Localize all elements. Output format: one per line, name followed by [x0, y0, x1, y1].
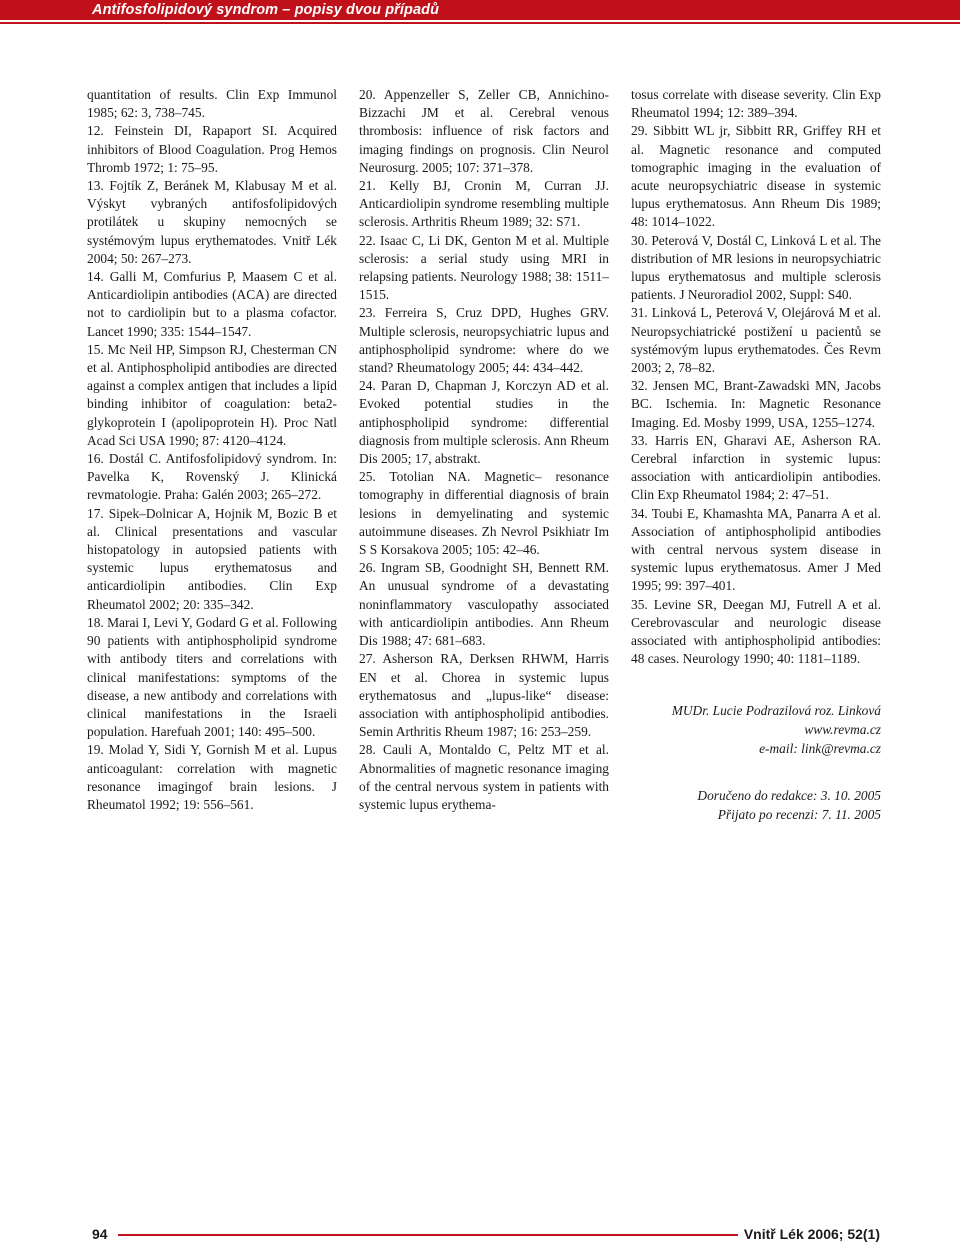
reference-item: 19. Molad Y, Sidi Y, Gornish M et al. Lupus anticoagulant: correlation with magnetic resonance imagingof brain lesions. J Rheumatol 1992; 19: 556–561. [87, 742, 337, 812]
manuscript-dates [631, 786, 881, 824]
page-number-box [0, 1220, 118, 1250]
references-column-2 [359, 86, 609, 814]
reference-item: 27. Asherson RA, Derksen RHWM, Harris EN et al. Chorea in systemic lupus erythematosus and „lupus-like“ disease: association with antiphospholipid antibodies. Semin Arthritis Rheum 1987; 16: 253–259. [359, 651, 609, 740]
reference-item: 26. Ingram SB, Goodnight SH, Bennett RM. An unusual syndrome of a devastating noninflammatory vasculopathy associated with anticardiolipin antibodies. Ann Rheum Dis 1988; 47: 681–683. [359, 560, 609, 649]
running-title: Antifosfolipidový syndrom – popisy dvou případů [92, 1, 443, 19]
reference-item: 14. Galli M, Comfurius P, Maasem C et al. Anticardiolipin antibodies (ACA) are directed not to cardiolipin but to a plasma cofactor. Lancet 1990; 335: 1544–1547. [87, 269, 337, 339]
reference-item: 17. Sipek–Dolnicar A, Hojnik M, Bozic B et al. Clinical presentations and vascular histopatology in autopsied patients with systemic lupus erythematosus and anticardiolipin antibodies. Clin Exp Rheumatol 2002; 20: 335–342. [87, 505, 337, 612]
reference-item: 34. Toubi E, Khamashta MA, Panarra A et al. Association of antiphospholipid antibodies with central nervous system disease in systemic lupus erythematosus. Amer J Med 1995; 99: 397–401. [631, 505, 881, 594]
reference-item: 21. Kelly BJ, Cronin M, Curran JJ. Anticardiolipin syndrome resembling multiple sclerosis. Arthritis Rheum 1989; 32: S71. [359, 178, 609, 230]
reference-item: 25. Totolian NA. Magnetic– resonance tomography in differential diagnosis of brain lesions in demyelinating and systemic autoimmune diseases. Zh Nevrol Psikhiatr Im S S Korsakova 2005; 105: 42–46. [359, 469, 609, 558]
reference-item: 31. Linková L, Peterová V, Olejárová M et al. Neuropsychiatrické postižení u pacientů se systémovým lupus erythematodes. Čes Revm 2003; 2, 78–82. [631, 305, 881, 376]
author-signature [631, 701, 881, 758]
page-footer [0, 1220, 960, 1252]
accepted-date: Přijato po recenzi: 7. 11. 2005 [717, 806, 881, 822]
reference-item: 24. Paran D, Chapman J, Korczyn AD et al. Evoked potential studies in the antiphospholipid syndrome: differential diagnosis from multiple sclerosis. Ann Rheum Dis 2005; 17, abstrakt. [359, 378, 609, 467]
reference-item: 23. Ferreira S, Cruz DPD, Hughes GRV. Multiple sclerosis, neuropsychiatric lupus and antiphospholipid syndrome: where do we stand? Rheumatology 2005; 44: 434–442. [359, 305, 609, 376]
reference-item: quantitation of results. Clin Exp Immunol 1985; 62: 3, 738–745. [87, 87, 337, 121]
reference-item: tosus correlate with disease severity. Clin Exp Rheumatol 1994; 12: 389–394. [631, 87, 881, 121]
reference-item: 22. Isaac C, Li DK, Genton M et al. Multiple sclerosis: a serial study using MRI in relapsing patients. Neurology 1988; 38: 1511–1515. [359, 232, 609, 303]
journal-citation: Vnitř Lék 2006; 52(1) [738, 1226, 880, 1242]
reference-item: 35. Levine SR, Deegan MJ, Futrell A et al. Cerebrovascular and neurologic disease associated with antiphospholipid antibodies: 48 cases. Neurology 1990; 40: 1181–1189. [631, 596, 881, 667]
reference-item: 28. Cauli A, Montaldo C, Peltz MT et al. Abnormalities of magnetic resonance imaging of the central nervous system in patients with systemic lupus erythema- [359, 742, 609, 812]
author-email[interactable]: e-mail: link@revma.cz [759, 740, 881, 756]
author-website[interactable]: www.revma.cz [804, 721, 881, 737]
received-date: Doručeno do redakce: 3. 10. 2005 [697, 787, 881, 803]
reference-item: 29. Sibbitt WL jr, Sibbitt RR, Griffey RH et al. Magnetic resonance and computed tomographic imaging in the evaluation of acute neuropsychiatric disease in systemic lupus erythematosus. Ann Rheum Dis 1989; 48: 1014–1022. [631, 123, 881, 230]
page-number: 94 [92, 1226, 108, 1242]
reference-item: 33. Harris EN, Gharavi AE, Asherson RA. Cerebral infarction in systemic lupus: association with anticardiolipin antibodies. Clin Exp Rheumatol 1984; 2: 47–51. [631, 432, 881, 503]
reference-item: 32. Jensen MC, Brant-Zawadski MN, Jacobs BC. Ischemia. In: Magnetic Resonance Imaging. Ed. Mosby 1999, USA, 1255–1274. [631, 378, 881, 430]
references-column-3 [631, 86, 881, 824]
references-column-1 [87, 86, 337, 814]
reference-item: 12. Feinstein DI, Rapaport SI. Acquired inhibitors of Blood Coagulation. Prog Hemos Thromb 1972; 1: 75–95. [87, 123, 337, 175]
page-header [0, 0, 960, 30]
reference-item: 16. Dostál C. Antifosfolipidový syndrom. In: Pavelka K, Rovenský J. Klinická revmatologie. Praha: Galén 2003; 265–272. [87, 451, 337, 503]
reference-item: 30. Peterová V, Dostál C, Linková L et al. The distribution of MR lesions in neuropsychiatric lupus erythematosus and multiple sclerosis patients. J Neuroradiol 2002, Suppl: S40. [631, 232, 881, 303]
reference-item: 13. Fojtík Z, Beránek M, Klabusay M et al. Výskyt vybraných antifosfolipidových protilátek u skupiny nemocných se systémovým lupus erythematodes. Vnitř Lék 2004; 50: 267–273. [87, 178, 337, 266]
references-list-3 [631, 86, 881, 669]
header-rule [0, 22, 960, 24]
reference-item: 20. Appenzeller S, Zeller CB, Annichino-Bizzachi JM et al. Cerebral venous thrombosis: influence of risk factors and imaging findings on prognosis. Clin Neurol Neurosurg. 2005; 107: 371–378. [359, 87, 609, 175]
footer-rule [118, 1234, 838, 1236]
author-name: MUDr. Lucie Podrazilová roz. Linková [671, 702, 881, 718]
reference-item: 15. Mc Neil HP, Simpson RJ, Chesterman CN et al. Antiphospholipid antibodies are directed against a complex antigen that includes a lipid binding inhibitor of coagulation: beta2-glykoprotein I (apolipoprotein H). Proc Natl Acad Sci USA 1990; 87: 4120–4124. [87, 341, 337, 448]
reference-item: 18. Marai I, Levi Y, Godard G et al. Following 90 patients with antiphospholipid syndrome with antibody titers and correlations with clinical manifestations: symptoms of the disease, a new antibody and correlations with clinical manifestations in the Israeli population. Harefuah 2001; 140: 495–500. [87, 614, 337, 740]
